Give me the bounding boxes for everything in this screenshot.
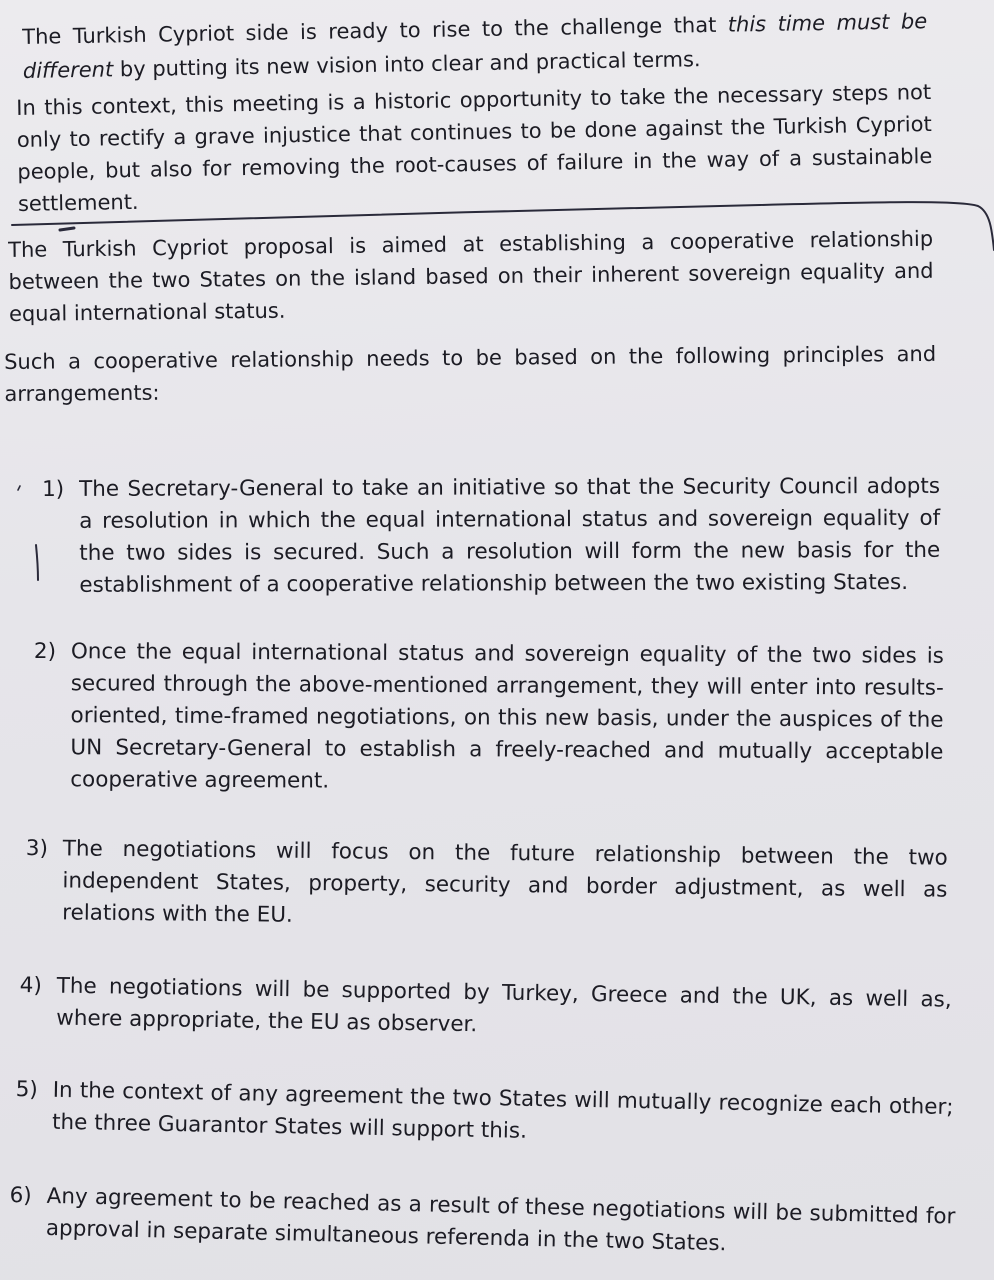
item-number: 6) bbox=[9, 1182, 33, 1209]
intro-paragraph bbox=[22, 4, 928, 88]
pen-dot bbox=[60, 228, 74, 230]
item-number: 2) bbox=[33, 638, 57, 665]
principle-item bbox=[19, 970, 952, 1049]
item-text: Any agreement to be reached as a result of these negotiations will be submitted for approval in separate simultaneous referenda in the two States. bbox=[45, 1183, 956, 1257]
item-number: 4) bbox=[19, 972, 43, 999]
principle-item bbox=[15, 1074, 954, 1156]
context-paragraph: In this context, this meeting is a historic opportunity to take the necessary steps not only to rectify a grave injustice that continues to be done against the Turkish Cypriot people, but also for removing the root-causes of failure in the way of a sustainable settlement. bbox=[16, 80, 933, 216]
item-number: 5) bbox=[15, 1076, 39, 1103]
pen-margin-tick bbox=[18, 486, 20, 490]
intro-text-start: The Turkish Cypriot side is ready to rise to the challenge that bbox=[22, 12, 728, 49]
item-text: The negotiations will focus on the future relationship between the two independent States, property, security and border adjustment, as well as relations with the EU. bbox=[62, 836, 948, 928]
item-text: The negotiations will be supported by Turkey, Greece and the UK, as well as, where appropriate, the EU as observer. bbox=[56, 973, 952, 1038]
item-text: In the context of any agreement the two States will mutually recognize each other; the three Guarantor States will support this. bbox=[51, 1077, 954, 1144]
principle-item bbox=[25, 833, 948, 939]
proposal-paragraph: The Turkish Cypriot proposal is aimed at establishing a cooperative relationship between the two States on the island based on their inherent sovereign equality and equal international status. bbox=[8, 226, 934, 326]
pen-margin-mark bbox=[36, 545, 38, 580]
item-text: The Secretary-General to take an initiative so that the Security Council adopts a resolution in which the equal international status and sovereign equality of the two sides is secured. Such a resolution will form the new basis for the establishment of a cooperative relationship between the two existing States. bbox=[79, 473, 941, 598]
principle-item bbox=[9, 1180, 956, 1265]
principle-item bbox=[42, 471, 940, 602]
item-text: Once the equal international status and sovereign equality of the two sides is secured through the above-mentioned arrangement, they will enter into results-oriented, time-framed negotiations, on this new basis, under the auspices of the UN Secretary-General to establish a freely-reached and mutually acceptable cooperative agreement. bbox=[70, 639, 944, 794]
intro-text-end: by putting its new vision into clear and practical terms. bbox=[113, 47, 701, 82]
intro-text-emphasis: this time must be different bbox=[22, 9, 928, 83]
principles-intro-paragraph: Such a cooperative relationship needs to be based on the following principles and arrangements: bbox=[4, 341, 937, 406]
item-number: 3) bbox=[25, 835, 49, 862]
item-number: 1) bbox=[42, 476, 65, 502]
principle-item bbox=[33, 636, 944, 801]
